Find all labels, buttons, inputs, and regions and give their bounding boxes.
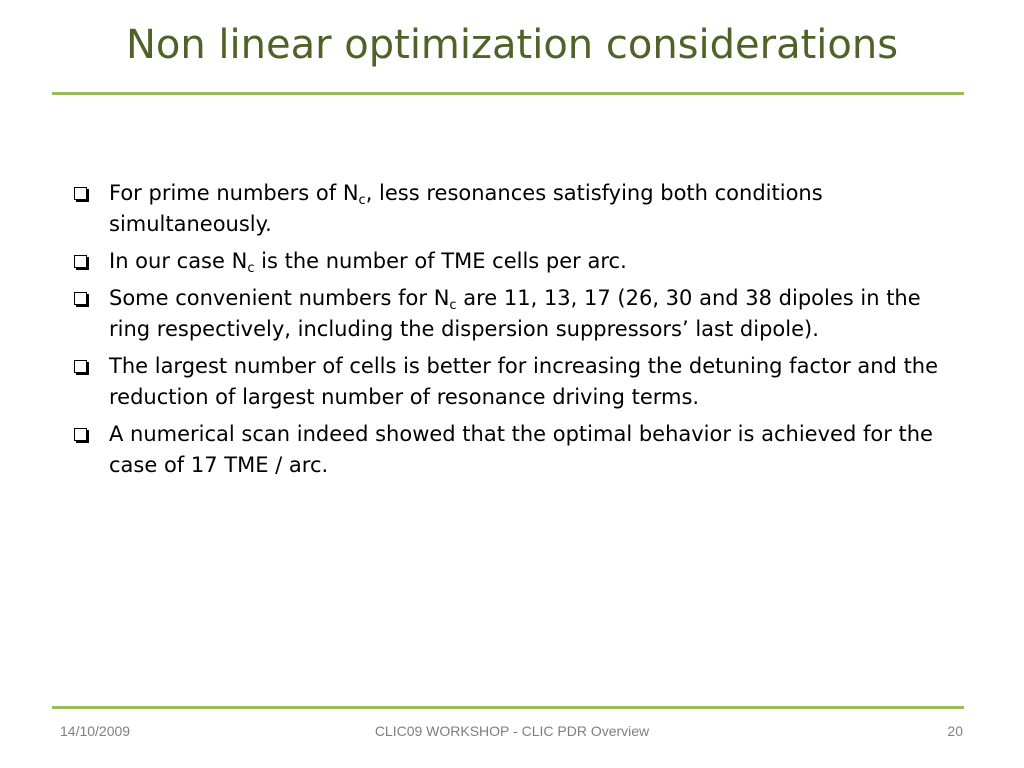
bullet-text-post: is the number of TME cells per arc. bbox=[254, 249, 627, 273]
bullet-subscript: c bbox=[449, 298, 457, 313]
bullet-item bbox=[72, 178, 952, 240]
footer-date: 14/10/2009 bbox=[60, 723, 131, 739]
checkbox-bullet-icon bbox=[74, 187, 87, 200]
bullet-text-pre: Some convenient numbers for N bbox=[109, 286, 450, 310]
page-number: 20 bbox=[947, 723, 963, 739]
bullet-item bbox=[72, 283, 952, 345]
bullet-text: A numerical scan indeed showed that the optimal behavior is achieved for the case of 17 TME / arc. bbox=[109, 422, 933, 477]
bullet-text-pre: For prime numbers of N bbox=[109, 181, 359, 205]
checkbox-bullet-icon bbox=[74, 255, 87, 268]
bullet-subscript: c bbox=[358, 193, 366, 208]
footer-divider bbox=[52, 706, 964, 709]
bullet-item bbox=[72, 351, 952, 413]
bullet-text: The largest number of cells is better for increasing the detuning factor and the reduction of largest number of resonance driving terms. bbox=[109, 354, 939, 409]
bullet-text-post: are 11, 13, 17 (26, 30 and 38 dipoles in the ring respectively, including the dispersion suppressors’ last dipole). bbox=[109, 286, 921, 341]
bullet-text-post: , less resonances satisfying both conditions simultaneously. bbox=[109, 181, 823, 236]
bullet-list bbox=[72, 178, 952, 487]
bullet-subscript: c bbox=[247, 261, 255, 276]
bullet-item bbox=[72, 419, 952, 481]
slide-title: Non linear optimization considerations bbox=[125, 22, 899, 68]
checkbox-bullet-icon bbox=[74, 292, 87, 305]
checkbox-bullet-icon bbox=[74, 428, 87, 441]
bullet-text-pre: In our case N bbox=[109, 249, 248, 273]
footer-title: CLIC09 WORKSHOP - CLIC PDR Overview bbox=[374, 723, 650, 739]
bullet-item bbox=[72, 246, 952, 277]
checkbox-bullet-icon bbox=[74, 360, 87, 373]
title-divider bbox=[52, 92, 964, 95]
